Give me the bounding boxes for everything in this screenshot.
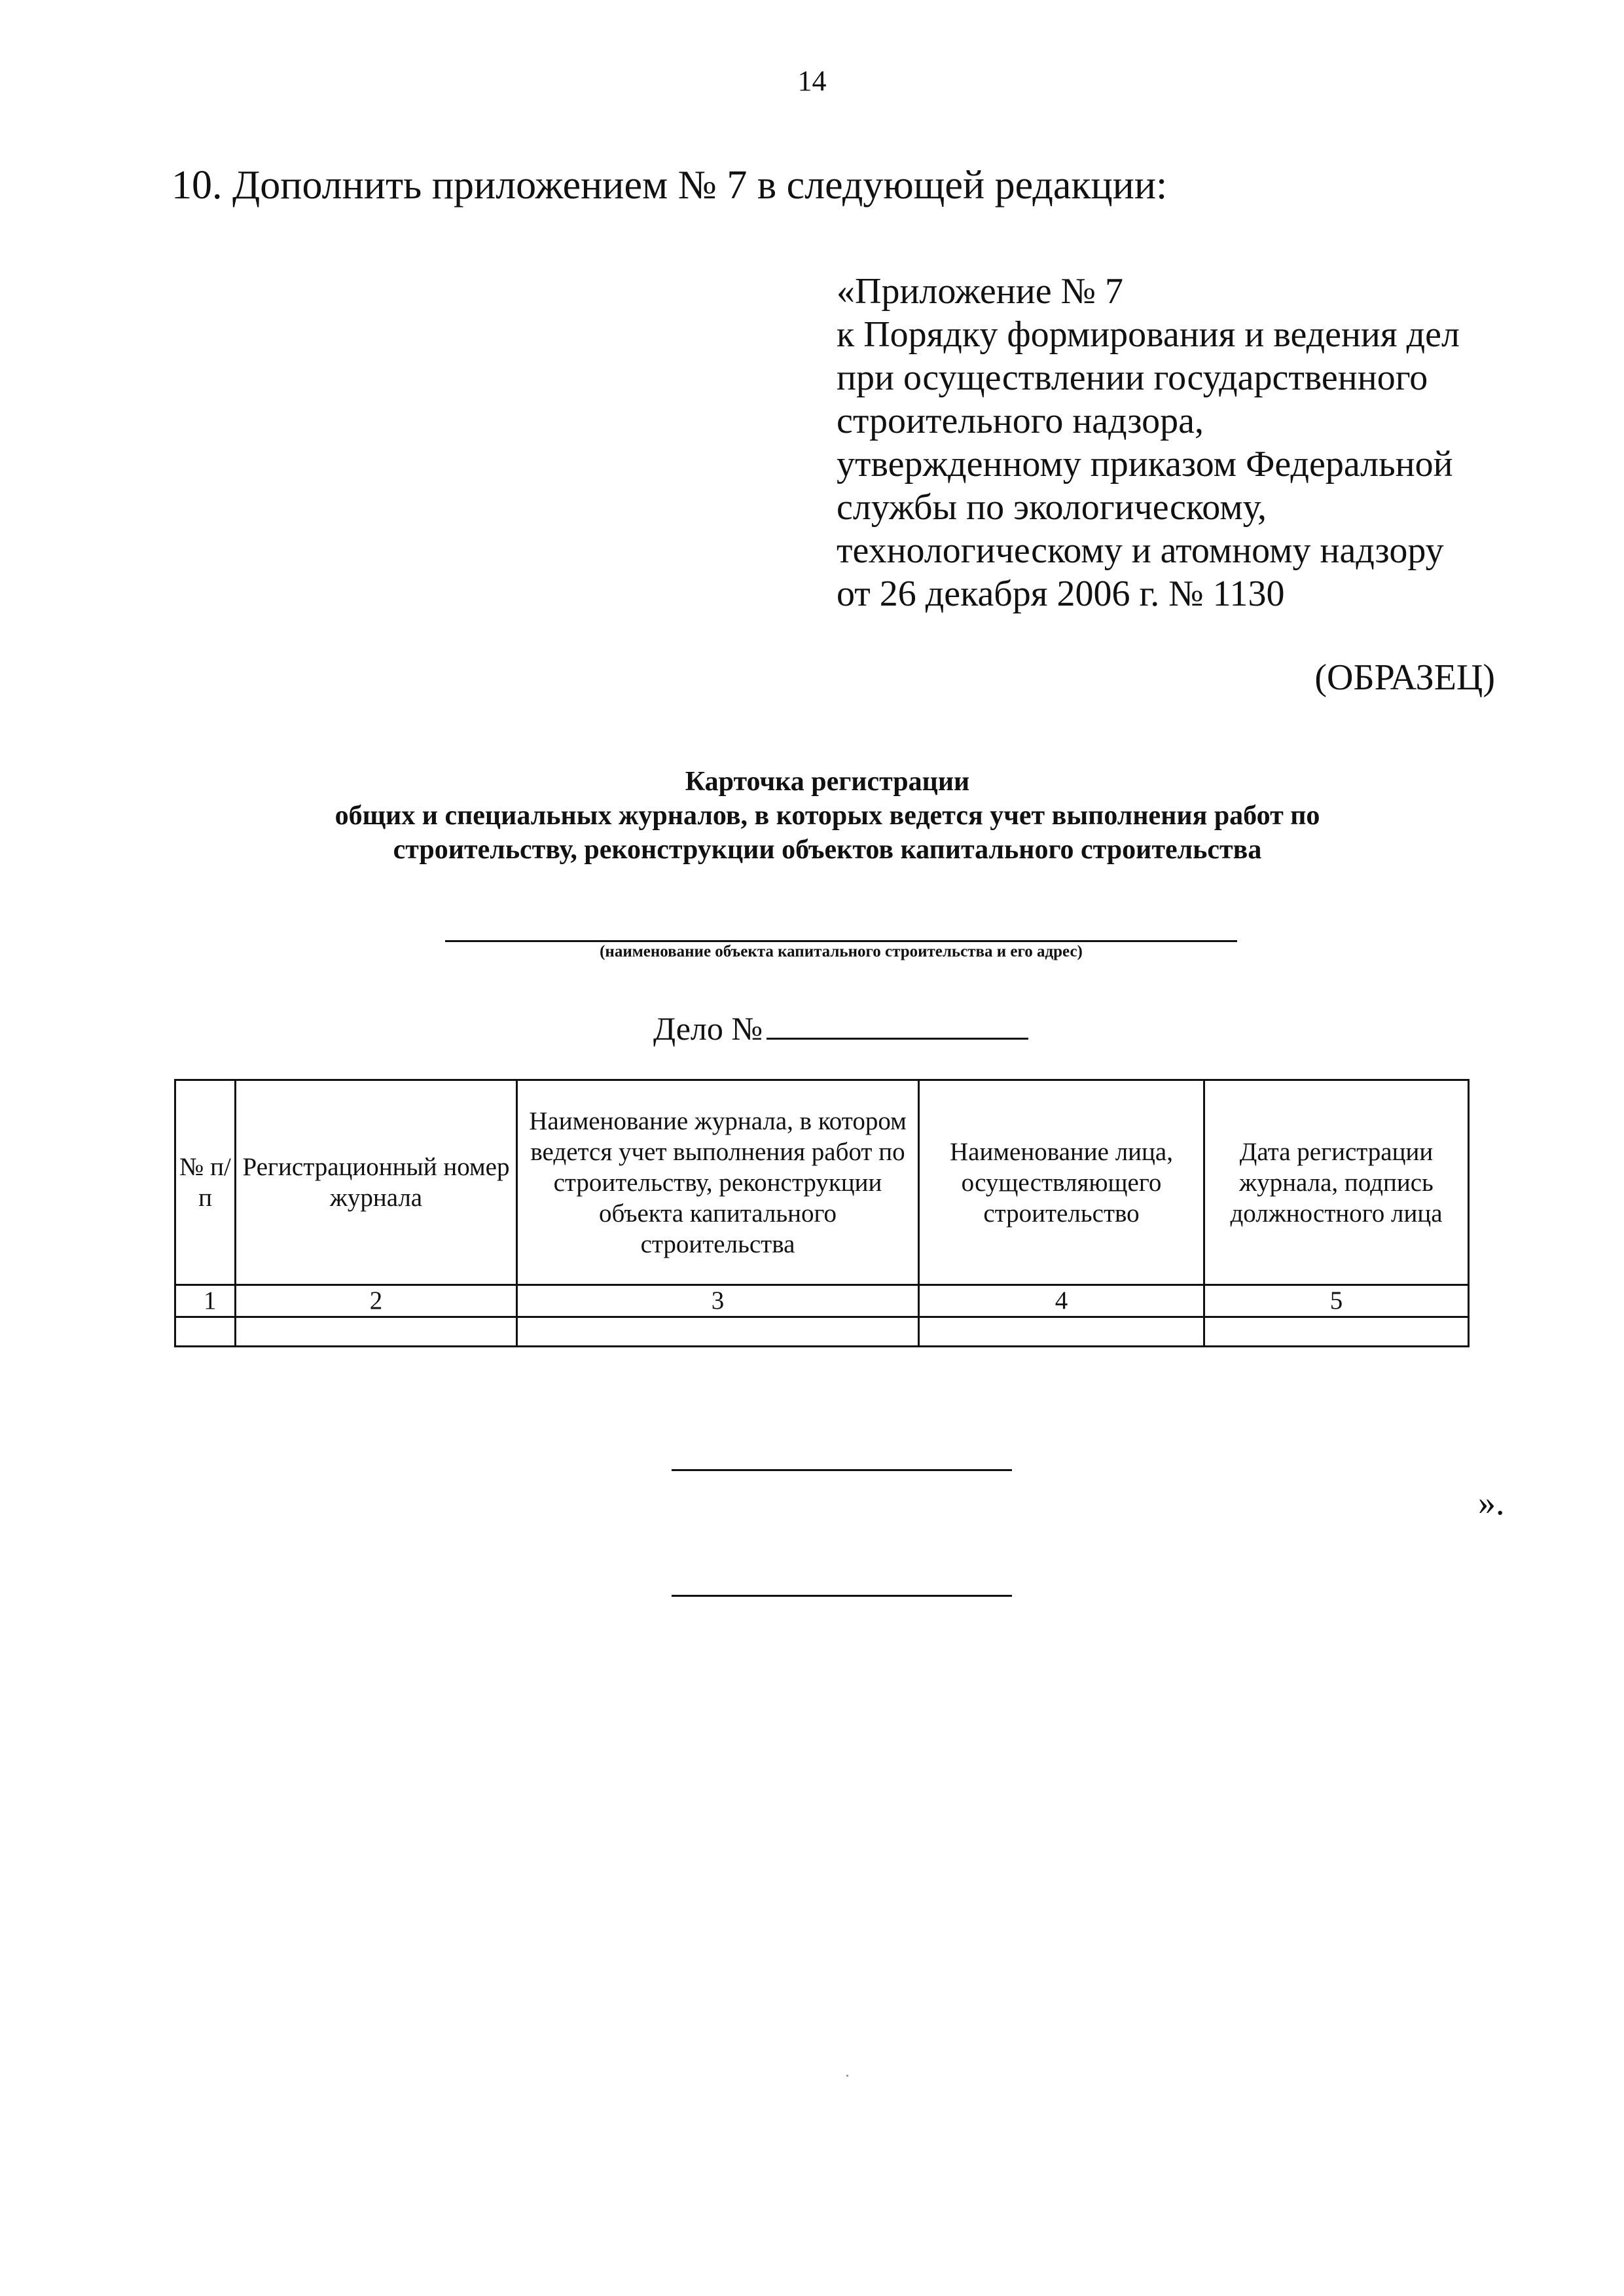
closing-quote-mark: ». bbox=[1478, 1483, 1505, 1522]
header-cell-number: № п/п bbox=[175, 1080, 236, 1285]
appendix-header-line: утвержденному приказом Федеральной bbox=[837, 444, 1453, 484]
card-title bbox=[171, 765, 1483, 867]
header-cell-builder-name: Наименование лица, осуществляющего строительство bbox=[919, 1080, 1204, 1285]
signature-line bbox=[672, 1595, 1012, 1597]
appendix-header-line: службы по экологическому, bbox=[837, 487, 1267, 528]
card-title-line: общих и специальных журналов, в которых ведется учет выполнения работ по bbox=[334, 801, 1320, 831]
case-number-row bbox=[653, 1010, 1028, 1048]
card-title-line: Карточка регистрации bbox=[685, 767, 970, 797]
registration-table bbox=[174, 1079, 1470, 1347]
scan-speck bbox=[846, 2075, 848, 2077]
column-number-cell: 1 bbox=[175, 1285, 236, 1317]
header-cell-registration-number: Регистрационный номер журнала bbox=[236, 1080, 517, 1285]
header-cell-registration-date: Дата регистрации журнала, подпись должностного лица bbox=[1204, 1080, 1469, 1285]
table-cell bbox=[919, 1317, 1204, 1347]
table-header-row bbox=[175, 1080, 1469, 1285]
card-title-line: строительству, реконструкции объектов капитального строительства bbox=[393, 835, 1262, 865]
signature-line bbox=[672, 1469, 1012, 1471]
table-cell bbox=[1204, 1317, 1469, 1347]
appendix-header-line: при осуществлении государственного bbox=[837, 357, 1428, 398]
object-name-blank-line bbox=[445, 940, 1237, 942]
column-number-cell: 5 bbox=[1204, 1285, 1469, 1317]
amendment-instruction: 10. Дополнить приложением № 7 в следующей редакции: bbox=[171, 163, 1168, 208]
appendix-header-line: «Приложение № 7 bbox=[837, 271, 1123, 312]
appendix-header-line: строительного надзора, bbox=[837, 401, 1204, 441]
object-name-caption: (наименование объекта капитального строительства и его адрес) bbox=[600, 943, 1083, 960]
appendix-header-line: технологическому и атомному надзору bbox=[837, 530, 1444, 571]
page-number: 14 bbox=[797, 65, 827, 97]
case-number-label: Дело № bbox=[653, 1010, 763, 1047]
column-number-cell: 3 bbox=[517, 1285, 919, 1317]
column-number-cell: 4 bbox=[919, 1285, 1204, 1317]
table-cell bbox=[175, 1317, 236, 1347]
table-cell bbox=[236, 1317, 517, 1347]
table-row bbox=[175, 1317, 1469, 1347]
header-cell-journal-name: Наименование журнала, в котором ведется учет выполнения работ по строительству, реконструкции объекта капитального строительства bbox=[517, 1080, 919, 1285]
case-number-blank bbox=[767, 1037, 1028, 1040]
column-number-cell: 2 bbox=[236, 1285, 517, 1317]
table-cell bbox=[517, 1317, 919, 1347]
appendix-header-line: к Порядку формирования и ведения дел bbox=[837, 314, 1460, 355]
appendix-header bbox=[837, 270, 1589, 615]
column-number-row bbox=[175, 1285, 1469, 1317]
appendix-header-line: от 26 декабря 2006 г. № 1130 bbox=[837, 574, 1285, 614]
sample-mark: (ОБРАЗЕЦ) bbox=[1314, 657, 1495, 698]
